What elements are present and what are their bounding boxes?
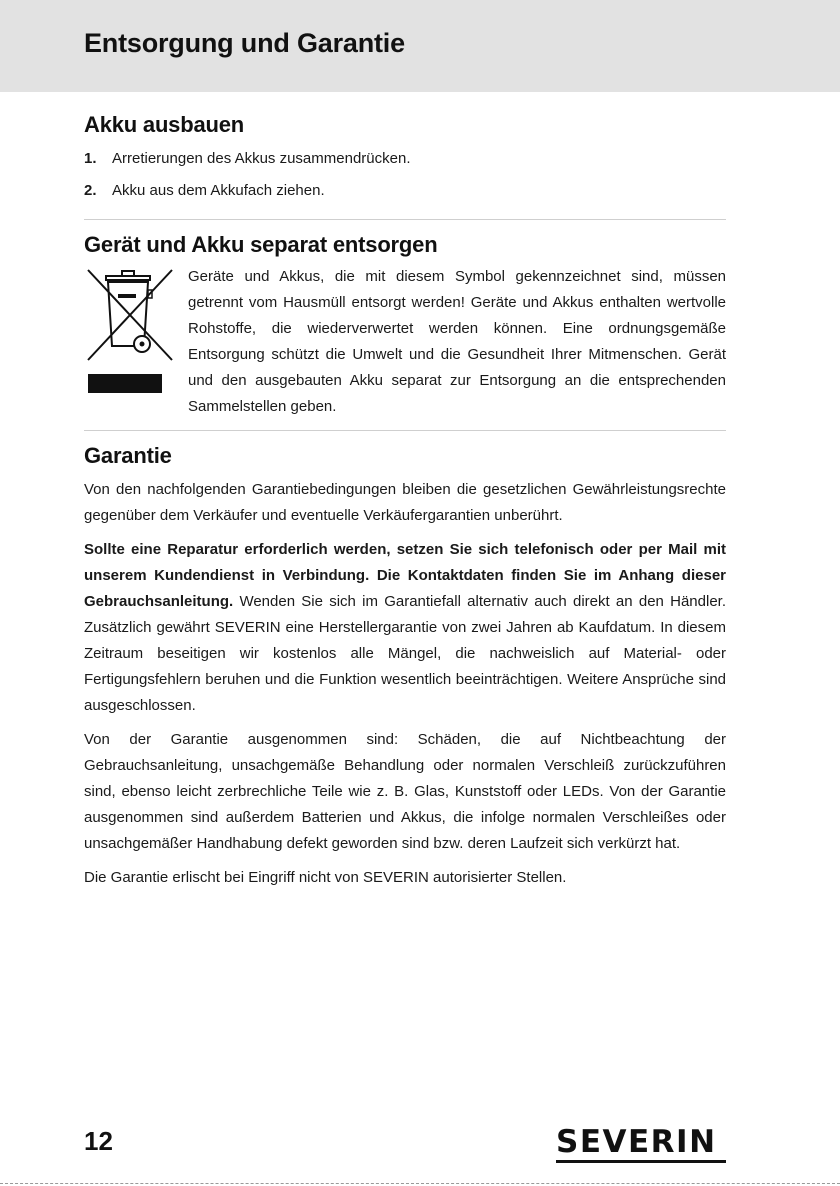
- step-text: Akku aus dem Akkufach ziehen.: [112, 182, 325, 199]
- section-warranty: [84, 443, 726, 891]
- step-text: Arretierungen des Akkus zusammendrücken.: [112, 150, 411, 167]
- header-band: [0, 0, 840, 92]
- section-disposal: [84, 232, 726, 420]
- section-heading-disposal: Gerät und Akku separat entsorgen: [84, 232, 438, 257]
- divider: [84, 430, 726, 431]
- warranty-paragraph: [84, 537, 726, 719]
- step-number: 1.: [84, 150, 97, 167]
- page-number: 12: [84, 1126, 113, 1156]
- brand-logo: SEVERIN: [556, 1124, 717, 1160]
- warranty-paragraph: Von den nachfolgenden Garantiebedingungen bleiben die gesetzlichen Gewährleistungsrechte gegenüber dem Verkäufer und eventuelle Verkäufergarantien unberührt.: [84, 481, 726, 524]
- page-title: Entsorgung und Garantie: [84, 28, 405, 58]
- section-heading-remove-battery: Akku ausbauen: [84, 112, 245, 137]
- section-remove-battery: [84, 112, 726, 204]
- step-item: [84, 146, 726, 172]
- warranty-terms: Wenden Sie sich im Garantiefall alternativ auch direkt an den Händler. Zusätzlich gewährt SEVERIN eine Herstellergarantie von zwei Jahren ab Kaufdatum. In diesem Zeitraum beseitigen wir kostenlos alle Mängel, die nachweislich auf Material- oder Fertigungsfehlern beruhen und die Funktion wesentlich beeinträchtigen. Weitere Ansprüche sind ausgeschlossen.: [84, 593, 726, 714]
- step-number: 2.: [84, 182, 97, 199]
- warranty-void-note: Die Garantie erlischt bei Eingriff nicht von SEVERIN autorisierter Stellen.: [84, 869, 567, 886]
- crossed-out-wheelie-bin-icon: [84, 264, 188, 394]
- step-item: [84, 178, 726, 204]
- logo-underline: [556, 1160, 726, 1163]
- warranty-exclusions: Von der Garantie ausgenommen sind: Schäden, die auf Nichtbeachtung der Gebrauchsanleitung, unsachgemäße Behandlung oder normalen Verschleiß zurückzuführen sind, ebenso leicht zerbrechliche Teile wie z. B. Glas, Kunststoff oder LEDs. Von der Garantie ausgenommen sind außerdem Batterien und Akkus, die infolge normalen Verschleißes oder unsachgemäßer Handhabung defekt geworden sind bzw. deren Laufzeit sich verkürzt hat.: [84, 731, 726, 852]
- divider: [84, 219, 726, 220]
- section-heading-warranty: Garantie: [84, 443, 172, 468]
- disposal-block: [84, 264, 726, 420]
- main-content: [84, 112, 726, 891]
- page-edge: [0, 1183, 840, 1184]
- steps-list: [84, 146, 726, 204]
- warranty-contact-note: Sollte eine Reparatur erforderlich werden, setzen Sie sich telefonisch oder per Mail mit unserem Kundendienst in Verbindung. Die Kontaktdaten finden Sie im Anhang dieser Gebrauchsanleitung.: [84, 541, 726, 610]
- disposal-text: Geräte und Akkus, die mit diesem Symbol gekennzeichnet sind, müssen getrennt vom Hausmüll entsorgt werden! Geräte und Akkus enthalten wertvolle Rohstoffe, die wiederverwertet werden können. Eine ordnungsgemäße Entsorgung schützt die Umwelt und die Gesundheit Ihrer Mitmenschen. Gerät und den ausgebauten Akku separat zur Entsorgung an die entsprechenden Sammelstellen geben.: [188, 268, 726, 415]
